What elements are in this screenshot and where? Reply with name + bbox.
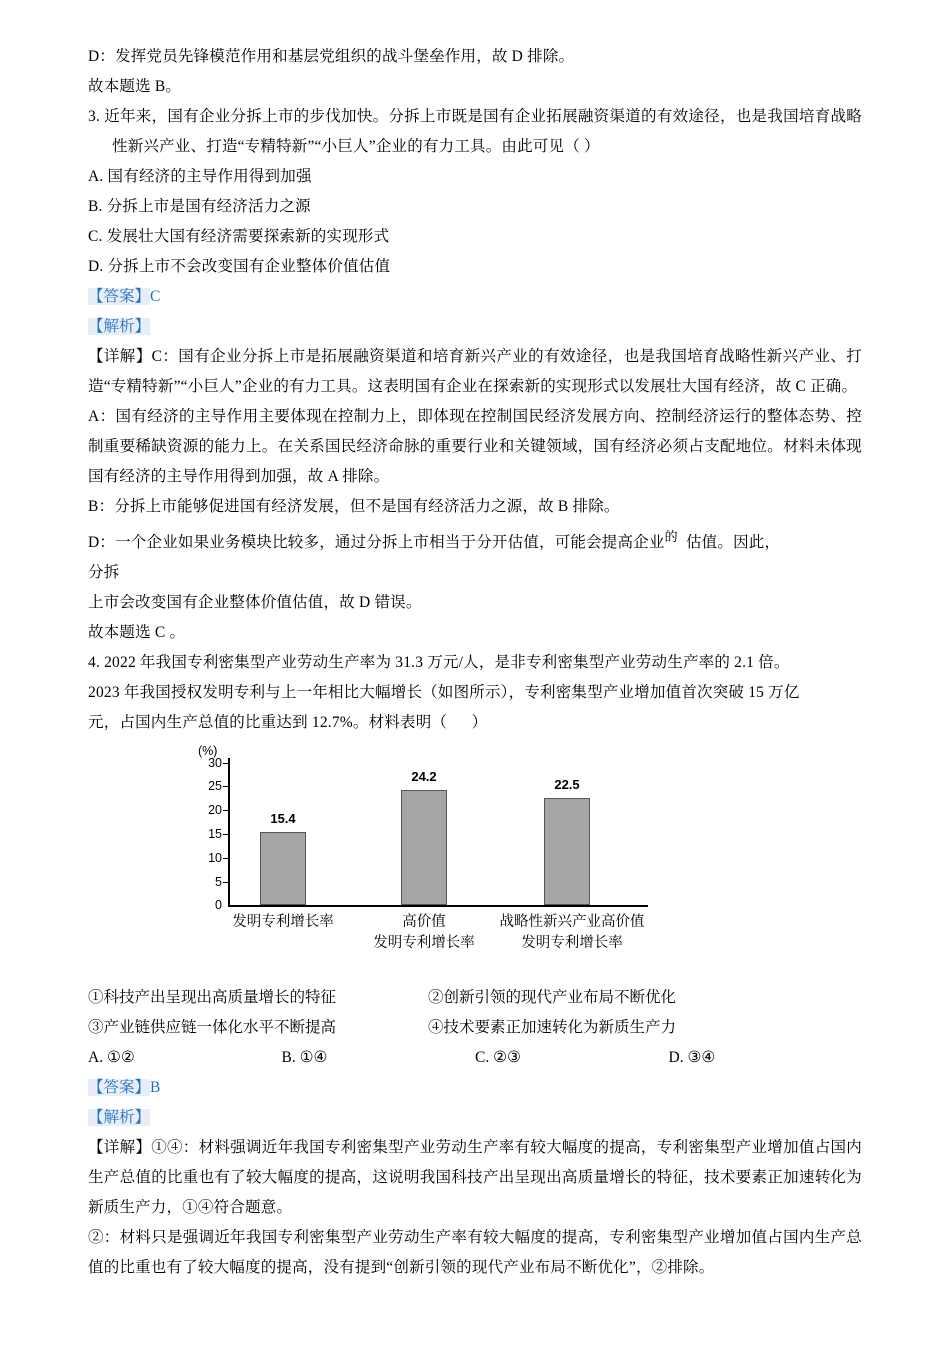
question-4-detail-1	[88, 1133, 862, 1223]
chart-ytick-5: 5	[215, 875, 222, 890]
chart-ytick-10: 10	[208, 851, 222, 866]
answer-tag: 【答案】	[88, 288, 151, 305]
question-3-option-b: B. 分拆上市是国有经济活力之源	[88, 198, 311, 215]
chart-category-3-line2: 发明专利增长率	[521, 935, 623, 952]
question-3-analysis-row	[88, 312, 862, 342]
question-3-conclusion: 故本题选 C 。	[88, 624, 186, 642]
chart-ytick-30: 30	[208, 756, 222, 771]
question-4-options-row-2	[88, 1013, 862, 1043]
question-4-answer-row	[88, 1073, 862, 1103]
detail-tag: 【详解】	[88, 348, 152, 365]
question-4-stem-line2: 2023 年我国授权发明专利与上一年相比大幅增长（如图所示），专利密集型产业增加值首次突破 15 万亿	[88, 684, 800, 702]
chart-ytick-mark-20	[223, 810, 228, 811]
chart-ytick-mark-25	[223, 786, 228, 787]
chart-ytick-15: 15	[208, 827, 222, 842]
chart-bar-1	[260, 832, 306, 905]
analysis-tag: 【解析】	[88, 1109, 151, 1127]
chart-ytick-mark-10	[223, 858, 228, 859]
question-4-option-2: ②创新引领的现代产业布局不断优化	[428, 989, 677, 1007]
bar-chart-container	[88, 744, 862, 952]
question-4-option-4: ④技术要素正加速转化为新质生产力	[428, 1019, 677, 1037]
chart-bar-3	[544, 798, 590, 905]
question-3-option-c: C. 发展壮大国有经济需要探索新的实现形式	[88, 228, 390, 245]
question-4-option-1: ①科技产出呈现出高质量增长的特征	[88, 989, 337, 1007]
chart-ytick-mark-15	[223, 834, 228, 835]
chart-unit-label: (%)	[198, 744, 218, 759]
question-3-detail-b: B：分拆上市能够促进国有经济发展，但不是国有经济活力之源，故 B 排除。	[88, 498, 620, 515]
chart-ytick-25: 25	[208, 779, 222, 794]
chart-bar-2	[401, 790, 447, 905]
chart-category-3-line1: 战略性新兴产业高价值	[499, 914, 645, 931]
question-3-detail-d-line2: 分拆	[88, 564, 120, 582]
question-3-answer-row	[88, 282, 862, 312]
chart-ytick-0: 0	[215, 898, 222, 913]
bar-chart	[184, 744, 654, 952]
question-3-option-d: D. 分拆上市不会改变国有企业整体价值估值	[88, 258, 391, 275]
question-3-option-a: A. 国有经济的主导作用得到加强	[88, 168, 312, 185]
question-4-stem-line1: 4. 2022 年我国专利密集型产业劳动生产率为 31.3 万元/人，是非专利密集型产业劳动生产率的 2.1 倍。	[88, 654, 790, 672]
chart-bar-label-1: 15.4	[270, 811, 296, 827]
chart-category-1-line1: 发明专利增长率	[232, 914, 334, 931]
chart-y-axis	[228, 758, 230, 906]
chart-category-1	[206, 912, 360, 933]
question-4-choice-b: B. ①④	[281, 1049, 328, 1067]
answer-value: B	[150, 1079, 161, 1097]
question-3-detail-a: A：国有经济的主导作用主要体现在控制力上，即体现在控制国民经济发展方向、控制经济运行的整体态势、控制重要稀缺资源的能力上。在关系国民经济命脉的重要行业和关键领域，国有经济必须占支配地位。材料未体现国有经济的主导作用得到加强，故 A 排除。	[88, 408, 862, 485]
chart-ytick-20: 20	[208, 803, 222, 818]
detail-d-part1: D：一个企业如果业务模块比较多，通过分拆上市相当于分开估值，可能会提高企业	[88, 534, 665, 552]
answer-tag: 【答案】	[88, 1079, 151, 1097]
chart-ytick-mark-30	[223, 763, 228, 764]
chart-category-2-line2: 发明专利增长率	[373, 935, 475, 952]
detail-text-c: C：国有企业分拆上市是拓展融资渠道和培育新兴产业的有效途径，也是我国培育战略性新兴产业、打造“专精特新”“小巨人”企业的有力工具。这表明国有企业在探索新的实现形式以发展壮大国有经济，故 C 正确。	[88, 348, 862, 395]
question-4-choice-c: C. ②③	[475, 1049, 521, 1067]
chart-bar-label-3: 22.5	[554, 777, 580, 793]
chart-category-3	[472, 912, 672, 954]
detail-tag: 【详解】	[88, 1139, 152, 1157]
question-3-stem: 3. 近年来，国有企业分拆上市的步伐加快。分拆上市既是国有企业拓展融资渠道的有效途径，也是我国培育战略性新兴产业、打造“专精特新”“小巨人”企业的有力工具。由此可见（ ）	[88, 108, 862, 155]
chart-bar-label-2: 24.2	[411, 769, 437, 785]
detail-d-part2: 估值。因此，	[685, 534, 781, 552]
question-4-choice-d: D. ③④	[668, 1049, 716, 1067]
question-4-detail-2: ②：材料只是强调近年我国专利密集型产业劳动生产率有较大幅度的提高，专利密集型产业增加值占国内生产总值的比重也有了较大幅度的提高，没有提到“创新引领的现代产业布局不断优化”，②排除。	[88, 1229, 862, 1277]
chart-x-axis	[228, 905, 648, 907]
question-4-stem-line3: 元，占国内生产总值的比重达到 12.7%。材料表明（ ）	[88, 714, 488, 732]
question-3-detail-d	[88, 522, 862, 558]
question-4-options-row-1	[88, 983, 862, 1013]
detail-text-1: ①④：材料强调近年我国专利密集型产业劳动生产率有较大幅度的提高，专利密集型产业增加值占国内生产总值的比重也有了较大幅度的提高，这说明我国科技产出呈现出高质量增长的特征，技术要素正加速转化为新质生产力，①④符合题意。	[88, 1139, 862, 1217]
answer-value: C	[150, 288, 161, 305]
question-4-option-3: ③产业链供应链一体化水平不断提高	[88, 1019, 337, 1037]
top-line-2: 故本题选 B。	[88, 78, 182, 95]
question-4-choice-a: A. ①②	[88, 1049, 135, 1067]
question-4-choices	[88, 1043, 862, 1073]
question-3-detail-d-line3: 上市会改变国有企业整体价值估值，故 D 错误。	[88, 594, 422, 612]
chart-ytick-mark-5	[223, 882, 228, 883]
question-4-analysis-row	[88, 1103, 862, 1133]
analysis-tag: 【解析】	[88, 318, 151, 335]
chart-category-2-line1: 高价值	[402, 914, 446, 931]
question-3-detail-c	[88, 342, 862, 402]
top-line-1: D：发挥党员先锋模范作用和基层党组织的战斗堡垒作用，故 D 排除。	[88, 48, 575, 65]
detail-d-superscript: 的	[664, 529, 678, 544]
